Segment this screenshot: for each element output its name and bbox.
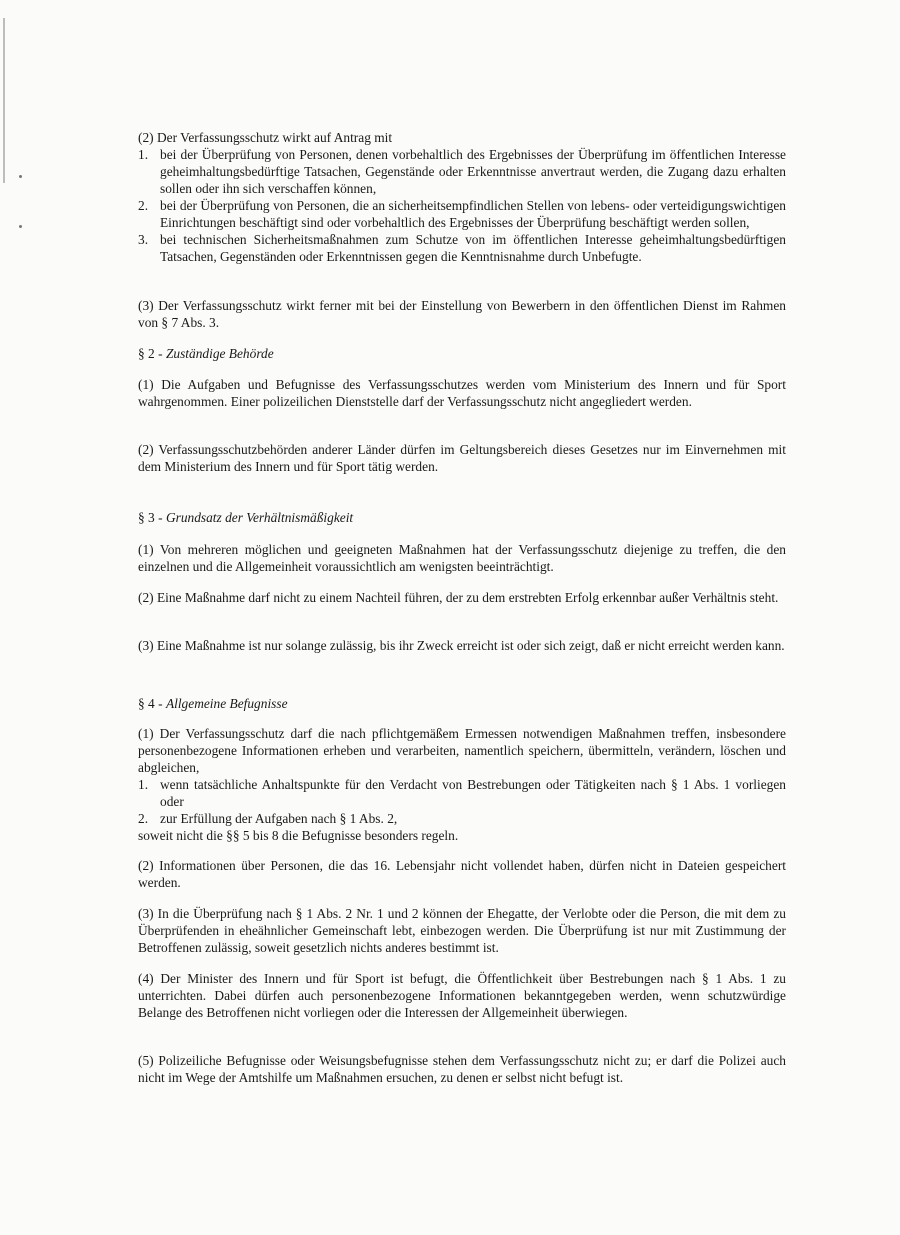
section-heading-3: [138, 509, 353, 526]
section-number: § 2: [138, 346, 155, 361]
s2-paragraph-1: (1) Die Aufgaben und Befugnisse des Verfassungsschutzes werden vom Ministerium des Innern und für Sport wahrgenommen. Einer polizeilichen Dienststelle darf der Verfassungsschutz nicht angegliedert werden.: [138, 377, 786, 409]
s4-paragraph-1: [138, 725, 786, 844]
section-separator: -: [158, 346, 163, 361]
margin-dot: [19, 225, 22, 228]
paragraph-outro: soweit nicht die §§ 5 bis 8 die Befugnisse besonders regeln.: [138, 828, 459, 843]
section-separator: -: [158, 696, 163, 711]
list-item: [138, 197, 786, 231]
s1-paragraph-2: [138, 129, 786, 265]
list-item: [138, 810, 786, 827]
list-text: wenn tatsächliche Anhaltspunkte für den Verdacht von Bestrebungen oder Tätigkeiten nach § 1 Abs. 1 vorliegen oder: [160, 777, 786, 809]
list-item: [138, 776, 786, 810]
s4-paragraph-4: (4) Der Minister des Innern und für Sport ist befugt, die Öffentlichkeit über Bestrebungen nach § 1 Abs. 1 zu unterrichten. Dabei dürfen auch personenbezogene Informationen bekanntgegeben werden, wenn schutzwürdige Belange des Betroffenen nicht vorliegen oder die Interessen der Allgemeinheit überwiegen.: [138, 971, 786, 1020]
section-heading-2: [138, 345, 274, 362]
list-text: bei der Überprüfung von Personen, denen vorbehaltlich des Ergebnisses der Überprüfung im öffentlichen Interesse geheimhaltungsbedürftige Tatsachen, Gegenstände oder Erkenntnisse anvertraut werden, die Zugang dazu erhalten sollen oder ihn sich verschaffen können,: [160, 147, 786, 196]
list-text: bei technischen Sicherheitsmaßnahmen zum Schutze von im öffentlichen Interesse geheimhaltungsbedürftigen Tatsachen, Gegenständen oder Erkenntnissen gegen die Kenntnisnahme durch Unbefugte.: [160, 232, 786, 264]
list-text: bei der Überprüfung von Personen, die an sicherheitsempfindlichen Stellen von lebens- oder verteidigungswichtigen Einrichtungen beschäftigt sind oder vorbehaltlich des Ergebnisses der Überprüfung beschäftigt werden sollen,: [160, 198, 786, 230]
list-item: [138, 231, 786, 265]
list-text: zur Erfüllung der Aufgaben nach § 1 Abs. 2,: [160, 811, 398, 826]
s2-paragraph-2: (2) Verfassungsschutzbehörden anderer Länder dürfen im Geltungsbereich dieses Gesetzes nur im Einvernehmen mit dem Ministerium des Innern und für Sport tätig werden.: [138, 442, 786, 474]
list-number: 2.: [138, 811, 149, 826]
section-heading-4: [138, 695, 288, 712]
s3-paragraph-1: (1) Von mehreren möglichen und geeigneten Maßnahmen hat der Verfassungsschutz diejenige zu treffen, die den einzelnen und die Allgemeinheit voraussichtlich am wenigsten beeinträchtigt.: [138, 542, 786, 574]
section-separator: -: [158, 510, 163, 525]
paragraph-intro: (2) Der Verfassungsschutz wirkt auf Antrag mit: [138, 130, 393, 145]
list-item: [138, 146, 786, 197]
s3-paragraph-2: (2) Eine Maßnahme darf nicht zu einem Nachteil führen, der zu dem erstrebten Erfolg erkennbar außer Verhältnis steht.: [138, 590, 779, 605]
s4-paragraph-5: (5) Polizeiliche Befugnisse oder Weisungsbefugnisse stehen dem Verfassungsschutz nicht zu; er darf die Polizei auch nicht im Wege der Amtshilfe um Maßnahmen ersuchen, zu denen er selbst nicht befugt ist.: [138, 1053, 786, 1085]
s1-paragraph-3: (3) Der Verfassungsschutz wirkt ferner mit bei der Einstellung von Bewerbern in den öffentlichen Dienst im Rahmen von § 7 Abs. 3.: [138, 298, 786, 330]
section-title: Allgemeine Befugnisse: [165, 696, 288, 711]
section-number: § 4: [138, 696, 155, 711]
s3-paragraph-3: (3) Eine Maßnahme ist nur solange zulässig, bis ihr Zweck erreicht ist oder sich zeigt, daß er nicht erreicht werden kann.: [138, 638, 785, 653]
list-number: 1.: [138, 147, 149, 162]
s4-paragraph-3: (3) In die Überprüfung nach § 1 Abs. 2 Nr. 1 und 2 können der Ehegatte, der Verlobte oder die Person, die mit dem zu Überprüfenden in eheähnlicher Gemeinschaft lebt, einbezogen werden. Die Überprüfung ist nur mit Zustimmung der Betroffenen zulässig, soweit gesetzlich nichts anderes bestimmt ist.: [138, 906, 786, 955]
list-number: 1.: [138, 777, 149, 792]
scan-edge-line: [3, 18, 5, 183]
margin-dot: [19, 175, 22, 178]
list-number: 3.: [138, 232, 149, 247]
section-number: § 3: [138, 510, 155, 525]
list-number: 2.: [138, 198, 149, 213]
section-title: Zuständige Behörde: [165, 346, 274, 361]
paragraph-intro: (1) Der Verfassungsschutz darf die nach pflichtgemäßem Ermessen notwendigen Maßnahmen treffen, insbesondere personenbezogene Informationen erheben und verarbeiten, namentlich speichern, übermitteln, verändern, löschen und abgleichen,: [138, 726, 786, 775]
s4-paragraph-2: (2) Informationen über Personen, die das 16. Lebensjahr nicht vollendet haben, dürfen nicht in Dateien gespeichert werden.: [138, 858, 786, 890]
section-title: Grundsatz der Verhältnismäßigkeit: [165, 510, 354, 525]
